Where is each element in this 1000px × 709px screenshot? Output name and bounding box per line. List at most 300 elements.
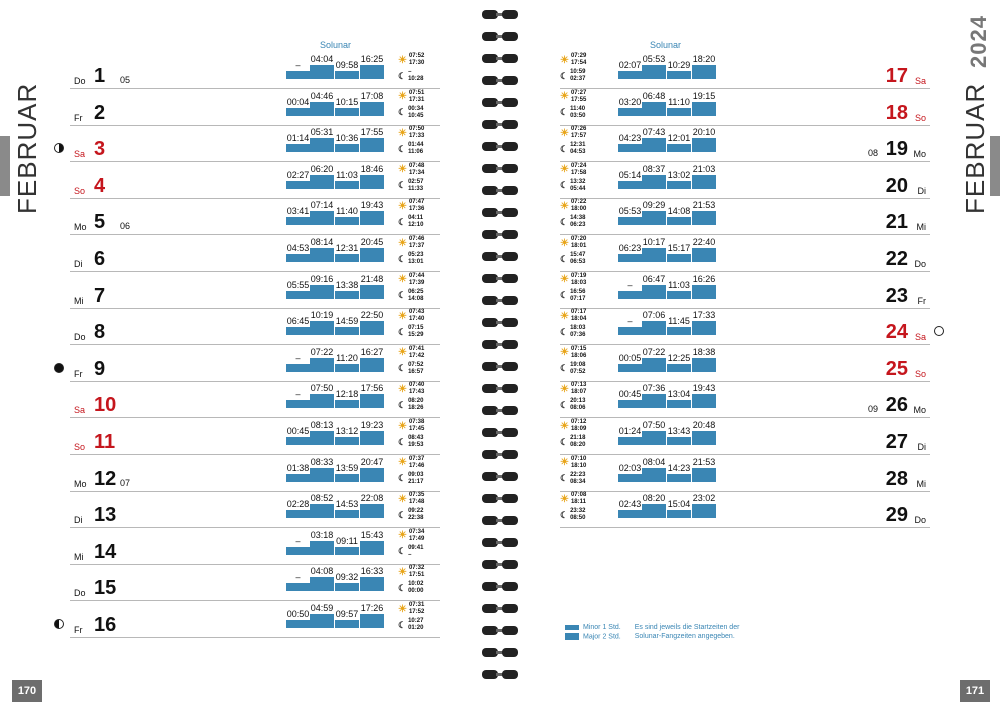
sun-row: [398, 309, 424, 323]
spiral-coil: [480, 516, 520, 525]
solunar-time: [310, 457, 334, 482]
sun-times: [409, 346, 424, 360]
year-label: 2024: [966, 15, 991, 68]
solunar-time: [335, 170, 359, 189]
sun-icon: ☀: [560, 274, 569, 286]
week-number: 07: [120, 477, 131, 488]
coil-right: [502, 76, 518, 85]
sun-icon: ☀: [398, 420, 407, 432]
solunar-bar: [618, 510, 642, 518]
coil-right: [502, 516, 518, 525]
day-row: [560, 162, 930, 199]
solunar-time-value: 05:53: [618, 206, 642, 217]
day-name: Do: [74, 332, 86, 343]
solunar-bar: [667, 400, 691, 408]
day-number: 9: [94, 357, 106, 380]
day-row: [70, 564, 440, 601]
sun-times: [571, 419, 586, 433]
sunset: 18:01: [570, 243, 587, 249]
sun-moon-times: [560, 90, 586, 120]
solunar-time: [642, 164, 666, 189]
solunar-time-value: 16:26: [692, 273, 716, 284]
sun-moon-times: [398, 419, 424, 449]
day-name: Sa: [914, 332, 926, 343]
sunset: 18:06: [570, 352, 587, 359]
solunar-bar: [618, 217, 642, 225]
moon-times: [408, 472, 423, 486]
solunar-time: [618, 426, 642, 445]
moon-phase-icon: [54, 619, 64, 629]
solunar-time: [692, 274, 716, 299]
sun-icon: ☀: [398, 383, 407, 395]
moonset: 07:17: [570, 295, 586, 302]
solunar-time: [335, 97, 359, 116]
spiral-coil: [480, 428, 520, 437]
legend: [565, 624, 739, 640]
moonset: 08:34: [570, 478, 586, 485]
solunar-bar: [360, 211, 384, 225]
solunar-time: [310, 310, 334, 335]
moon-icon: ☾: [560, 253, 569, 264]
solunar-time: [310, 530, 334, 555]
day-number: 20: [885, 174, 908, 197]
sun-moon-times: [398, 456, 424, 486]
moon-times: [408, 435, 423, 449]
solunar-bar: [310, 394, 334, 408]
sun-moon-times: [398, 529, 424, 559]
solunar-bar: [642, 431, 666, 445]
solunar-bar: [667, 474, 691, 482]
sunrise: 07:10: [570, 455, 587, 462]
moonrise: 12:31: [570, 142, 586, 149]
solunar-bar: [667, 254, 691, 262]
solunar-bar: [360, 138, 384, 152]
sun-moon-times: [560, 199, 586, 229]
solunar-time-value: 18:38: [692, 346, 716, 357]
moon-row: [398, 398, 424, 412]
solunar-time-value: 17:08: [360, 90, 384, 101]
sun-row: [560, 273, 586, 287]
sun-times: [409, 382, 424, 396]
legend-note-1: Es sind jeweils die Startzeiten der: [634, 624, 740, 631]
sun-times: [409, 419, 424, 433]
day-number: 19: [885, 138, 908, 161]
solunar-time-value: 11:03: [668, 279, 690, 290]
solunar-time: [667, 463, 691, 482]
solunar-time-value: 21:53: [692, 200, 716, 211]
solunar-bar: [692, 321, 716, 335]
solunar-time: [667, 280, 691, 299]
day-name: So: [74, 185, 86, 196]
moon-row: [560, 398, 586, 412]
solunar-time: [335, 60, 359, 79]
left-page-number: 170: [12, 680, 42, 702]
solunar-bar: [310, 468, 334, 482]
day-number: 21: [885, 211, 908, 234]
sun-icon: ☀: [560, 164, 569, 176]
sunset: 17:52: [408, 609, 425, 615]
solunar-time: [618, 243, 642, 262]
solunar-bar: [618, 474, 642, 482]
moon-row: [560, 325, 586, 339]
left-month-label: FEBRUAR: [12, 82, 42, 214]
sunrise: 07:37: [408, 455, 425, 462]
solunar-bar: [335, 181, 359, 189]
spiral-coil: [480, 406, 520, 415]
solunar-time-value: –: [295, 60, 301, 70]
solunar-time: [692, 383, 716, 408]
day-row: [70, 52, 440, 89]
moon-times: [408, 398, 423, 412]
solunar-time: [692, 54, 716, 79]
solunar-time: [618, 499, 642, 518]
sunset: 17:46: [408, 462, 425, 469]
sun-row: [560, 309, 586, 323]
solunar-bar: [310, 65, 334, 79]
moonrise: –: [408, 69, 412, 75]
moon-icon: ☾: [560, 180, 569, 191]
sunset: 17:54: [570, 60, 587, 66]
solunar-time-value: 03:18: [310, 529, 334, 540]
solunar-bar: [642, 358, 666, 372]
spiral-coil: [480, 274, 520, 283]
solunar-bar: [667, 327, 691, 335]
solunar-time-value: 10:36: [335, 133, 359, 144]
solunar-time: [310, 603, 334, 628]
sun-icon: ☀: [398, 127, 407, 139]
solunar-time-value: 14:08: [667, 206, 691, 217]
solunar-bar: [667, 71, 691, 79]
solunar-time-value: 01:24: [618, 426, 642, 436]
solunar-time: [335, 389, 359, 408]
day-number: 2: [94, 101, 106, 124]
sunrise: 07:13: [570, 382, 587, 389]
moon-times: [570, 252, 585, 266]
solunar-time-value: 07:22: [642, 346, 666, 357]
moonrise: 08:43: [408, 435, 424, 441]
day-number: 24: [885, 321, 908, 344]
solunar-time: [692, 420, 716, 445]
solunar-time: [692, 91, 716, 116]
solunar-bar: [310, 431, 334, 445]
solunar-bar: [618, 254, 642, 262]
solunar-bar: [335, 254, 359, 262]
solunar-time-value: –: [295, 352, 301, 363]
solunar-time: [286, 206, 310, 225]
day-row: [560, 381, 930, 418]
coil-right: [502, 186, 518, 195]
moon-row: [398, 289, 424, 303]
spiral-coil: [480, 626, 520, 635]
sun-moon-times: [398, 602, 424, 632]
left-month-tab: [0, 136, 10, 196]
solunar-time-value: 11:45: [668, 316, 690, 327]
coil-right: [502, 142, 518, 151]
solunar-bar: [642, 65, 666, 79]
spiral-coil: [480, 670, 520, 679]
coil-right: [502, 362, 518, 371]
solunar-time-value: 22:50: [360, 310, 384, 321]
moonrise: 10:59: [570, 69, 586, 75]
solunar-time: [642, 347, 666, 372]
sunrise: 07:24: [570, 162, 587, 169]
week-number: 06: [120, 221, 131, 232]
solunar-bar: [642, 504, 666, 518]
solunar-time-value: –: [295, 389, 301, 400]
sun-icon: ☀: [398, 310, 407, 322]
sun-times: [571, 492, 586, 506]
sun-times: [571, 273, 586, 287]
sun-times: [409, 126, 424, 140]
sunset: 17:30: [408, 60, 425, 66]
moon-times: [570, 289, 585, 303]
solunar-bar: [335, 217, 359, 225]
moon-row: [398, 69, 424, 83]
moonset: 22:38: [408, 515, 424, 522]
moonset: 15:29: [408, 332, 424, 339]
solunar-time-value: 14:23: [667, 462, 691, 473]
solunar-time: [360, 603, 384, 628]
moon-times: [408, 289, 423, 303]
moon-times: [408, 618, 423, 632]
moonset: 10:28: [408, 76, 424, 82]
sunrise: 07:31: [408, 602, 425, 608]
sunrise: 07:47: [408, 199, 425, 206]
moon-times: [570, 508, 585, 522]
solunar-time: [618, 463, 642, 482]
moon-row: [560, 508, 586, 522]
solunar-bar: [286, 583, 310, 591]
sunrise: 07:19: [570, 272, 587, 279]
solunar-time-value: 08:04: [642, 456, 666, 467]
solunar-time-value: 15:43: [360, 529, 384, 540]
sun-moon-times: [398, 236, 424, 266]
sun-row: [560, 236, 586, 250]
solunar-time: [692, 200, 716, 225]
solunar-time-value: 22:08: [360, 493, 384, 504]
solunar-time: [335, 426, 359, 445]
solunar-time-value: 12:31: [335, 243, 359, 253]
moonset: 01:20: [408, 625, 424, 631]
solunar-time: [642, 54, 666, 79]
sun-times: [409, 565, 424, 579]
solunar-time: [667, 316, 691, 335]
solunar-bar: [667, 108, 691, 116]
moon-icon: ☾: [398, 70, 407, 81]
day-number: 3: [94, 138, 106, 161]
solunar-time: [667, 60, 691, 79]
sun-times: [571, 90, 586, 104]
solunar-bar: [335, 108, 359, 116]
solunar-bar: [642, 175, 666, 189]
sun-icon: ☀: [398, 200, 407, 212]
solunar-bar: [335, 510, 359, 518]
solunar-time: [360, 127, 384, 152]
moonset: 11:06: [408, 149, 424, 156]
spiral-coil: [480, 252, 520, 261]
spiral-coil: [480, 164, 520, 173]
solunar-time-value: 04:08: [310, 566, 334, 577]
solunar-time-value: –: [295, 535, 301, 546]
solunar-bar: [692, 468, 716, 482]
solunar-time-value: 08:37: [642, 163, 666, 174]
moonset: 05:44: [570, 185, 586, 192]
moonset: 10:45: [408, 112, 424, 119]
sun-row: [560, 53, 586, 67]
sun-icon: ☀: [560, 91, 569, 103]
coil-right: [502, 428, 518, 437]
day-row: [560, 491, 930, 528]
solunar-time: [286, 463, 310, 482]
moon-icon: ☾: [560, 436, 569, 447]
solunar-time-value: 22:40: [692, 237, 716, 247]
spiral-coil: [480, 76, 520, 85]
sun-times: [409, 273, 424, 287]
solunar-bar: [286, 437, 310, 445]
sun-times: [571, 382, 586, 396]
right-page-number: 171: [960, 680, 990, 702]
sunrise: 07:26: [570, 126, 587, 133]
moon-icon: ☾: [560, 216, 569, 227]
day-row: [70, 381, 440, 418]
spiral-coil: [480, 54, 520, 63]
moon-icon: ☾: [560, 143, 569, 154]
day-row: [560, 455, 930, 492]
day-number: 7: [94, 284, 106, 307]
sunset: 17:40: [408, 316, 425, 323]
solunar-bar: [692, 358, 716, 372]
day-row: [560, 272, 930, 309]
day-row: [70, 491, 440, 528]
right-month-tab: [990, 136, 1000, 196]
sunrise: 07:32: [408, 565, 425, 572]
solunar-time: [310, 91, 334, 116]
day-number: 6: [94, 248, 106, 270]
moon-icon: ☾: [398, 473, 407, 484]
day-number: 26: [885, 394, 908, 417]
solunar-time-value: 12:01: [667, 133, 691, 144]
solunar-time: [310, 493, 334, 518]
coil-right: [502, 54, 518, 63]
day-row: [560, 52, 930, 89]
solunar-time-value: 21:03: [692, 163, 716, 174]
moonset: 04:53: [570, 149, 586, 156]
moon-times: [570, 362, 585, 376]
sun-times: [409, 236, 424, 250]
moonset: 00:00: [408, 588, 424, 595]
sun-icon: ☀: [560, 457, 569, 469]
solunar-bar: [310, 358, 334, 372]
sun-times: [571, 236, 586, 250]
spiral-coil: [480, 296, 520, 305]
moonrise: 19:08: [570, 361, 586, 368]
solunar-time: [335, 206, 359, 225]
solunar-time: [310, 420, 334, 445]
sun-moon-times: [398, 90, 424, 120]
sun-times: [409, 163, 424, 177]
sun-row: [560, 382, 586, 396]
moonset: 03:50: [570, 112, 586, 119]
solunar-time-value: 19:23: [360, 420, 384, 430]
sun-moon-times: [560, 309, 586, 339]
spiral-coil: [480, 604, 520, 613]
sunset: 17:33: [408, 133, 425, 140]
day-number: 14: [94, 540, 117, 563]
solunar-time-value: 17:55: [360, 127, 384, 138]
coil-right: [502, 406, 518, 415]
solunar-time-value: 16:25: [360, 54, 384, 64]
solunar-time: [692, 237, 716, 262]
solunar-bar: [618, 437, 642, 445]
spiral-coil: [480, 494, 520, 503]
solunar-time-value: 05:53: [642, 54, 666, 64]
solunar-bar: [618, 291, 642, 299]
sunset: 17:43: [408, 389, 425, 396]
day-row: [560, 198, 930, 235]
solunar-time: [618, 133, 642, 152]
day-row: [70, 345, 440, 382]
solunar-time: [618, 97, 642, 116]
moonrise: 01:44: [408, 142, 424, 149]
solunar-time-value: 13:04: [667, 389, 691, 400]
day-name: Do: [74, 76, 86, 86]
day-name: Mi: [916, 478, 926, 489]
left-solunar-heading: Solunar: [320, 40, 352, 50]
solunar-time-value: 18:20: [692, 54, 716, 64]
sunset: 17:34: [408, 169, 425, 176]
day-name: Fr: [917, 295, 926, 306]
solunar-bar: [642, 394, 666, 408]
coil-right: [502, 582, 518, 591]
coil-right: [502, 604, 518, 613]
solunar-bar: [618, 181, 642, 189]
solunar-bar: [692, 65, 716, 79]
moon-times: [570, 435, 585, 449]
solunar-time: [335, 463, 359, 482]
solunar-time: [310, 347, 334, 372]
day-row: [70, 272, 440, 309]
moonrise: 09:22: [408, 508, 424, 515]
solunar-time: [335, 609, 359, 628]
day-row: [70, 235, 440, 272]
moonset: 07:36: [570, 332, 586, 339]
solunar-time-value: 14:53: [335, 499, 359, 510]
day-row: [70, 308, 440, 345]
solunar-bar: [642, 211, 666, 225]
solunar-time: [335, 572, 359, 591]
solunar-time-value: 02:07: [618, 60, 642, 70]
solunar-bar: [618, 108, 642, 116]
solunar-bar: [360, 468, 384, 482]
solunar-time: [286, 389, 310, 408]
sunset: 17:57: [570, 133, 587, 140]
solunar-time: [360, 530, 384, 555]
spiral-coil: [480, 384, 520, 393]
solunar-time-value: 13:02: [667, 169, 691, 180]
day-row: [560, 125, 930, 162]
solunar-time: [286, 316, 310, 335]
sunset: 17:36: [408, 206, 425, 213]
sun-icon: ☀: [560, 54, 569, 66]
solunar-bar: [360, 65, 384, 79]
coil-right: [502, 252, 518, 261]
solunar-bar: [692, 175, 716, 189]
sun-icon: ☀: [560, 310, 569, 322]
solunar-bar: [286, 291, 310, 299]
solunar-time-value: 15:04: [667, 499, 691, 510]
moon-icon: ☾: [398, 582, 407, 593]
sun-row: [398, 199, 424, 213]
